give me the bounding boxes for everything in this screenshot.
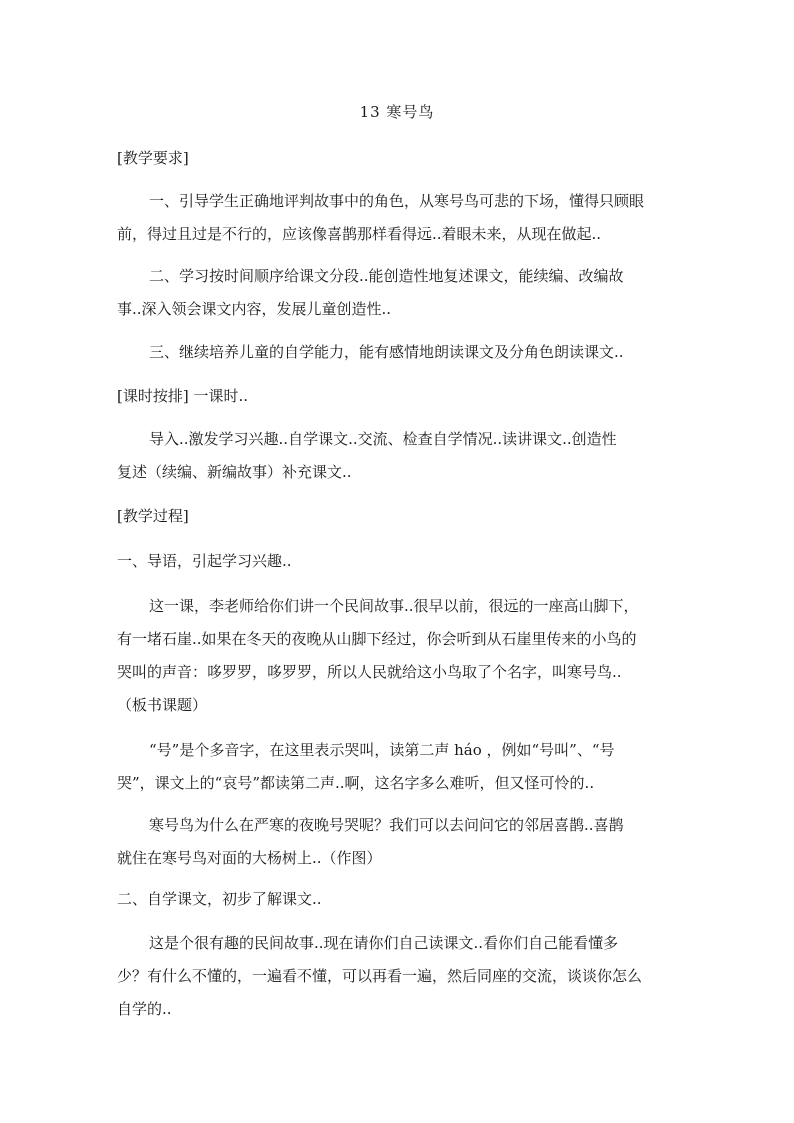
pronunciation-paragraph <box>117 734 677 800</box>
text-line: 这是个很有趣的民间故事..现在请你们自己读课文..看你们自己能看懂多 <box>149 934 619 952</box>
story-paragraph <box>117 590 677 722</box>
section-heading-schedule <box>117 380 677 413</box>
question-paragraph <box>117 809 677 875</box>
text-line: 这一课，李老师给你们讲一个民间故事..很早以前，很远的一座高山脚下， <box>149 597 639 615</box>
text-line: 寒号鸟为什么在严寒的夜晚号哭呢？我们可以去问问它的邻居喜鹊..喜鹊 <box>149 816 624 834</box>
text-line: 二、自学课文，初步了解课文.. <box>117 890 322 908</box>
section-heading-process <box>117 500 677 533</box>
text-line: 自学的.. <box>117 1000 172 1018</box>
text-line: 三、继续培养儿童的自学能力，能有感情地朗读课文及分角色朗读课文.. <box>149 343 624 361</box>
step-heading-2 <box>117 883 677 916</box>
text-line: 少？有什么不懂的，一遍看不懂，可以再看一遍，然后同座的交流，谈谈你怎么 <box>117 967 643 985</box>
text-line: （板书课题） <box>117 696 208 714</box>
schedule-paragraph <box>117 423 677 489</box>
text-line: [教学过程] <box>117 507 189 525</box>
requirement-paragraph-1 <box>117 185 677 251</box>
text-line: 有一堵石崖..如果在冬天的夜晚从山脚下经过，你会听到从石崖里传来的小鸟的 <box>117 630 637 648</box>
text-line: “号”是个多音字，在这里表示哭叫，读第二声 háo ，例如“号叫”、“号 <box>149 741 615 759</box>
text-line: 一、引导学生正确地评判故事中的角色，从寒号鸟可悲的下场，懂得只顾眼 <box>149 192 645 210</box>
text-line: 一、导语，引起学习兴趣.. <box>117 552 292 570</box>
section-heading-requirements <box>117 142 677 175</box>
text-line: 就住在寒号鸟对面的大杨树上..（作图） <box>117 849 382 867</box>
text-line: 哭叫的声音：哆罗罗，哆罗罗，所以人民就给这小鸟取了个名字，叫寒号鸟.. <box>117 663 622 681</box>
text-line: 导入..激发学习兴趣..自学课文..交流、检查自学情况..读讲课文..创造性 <box>149 430 617 448</box>
text-line: 前，得过且过是不行的，应该像喜鹊那样看得远..着眼未来，从现在做起.. <box>117 225 602 243</box>
text-line: 事..深入领会课文内容，发展儿童创造性.. <box>117 300 392 318</box>
self-study-paragraph <box>117 927 677 1026</box>
requirement-paragraph-3 <box>117 336 677 369</box>
text-line: 二、学习按时间顺序给课文分段..能创造性地复述课文，能续编、改编故 <box>149 267 624 285</box>
requirement-paragraph-2 <box>117 260 677 326</box>
text-line: [教学要求] <box>117 149 189 167</box>
text-line: 复述（续编、新编故事）补充课文.. <box>117 463 352 481</box>
text-line: [课时按排] 一课时.. <box>117 387 249 405</box>
text-line: 哭”，课文上的“哀号”都读第二声..啊，这名字多么难听，但又怪可怜的.. <box>117 774 595 792</box>
lesson-title: 13 寒号鸟 <box>359 103 435 121</box>
step-heading-1 <box>117 545 677 578</box>
